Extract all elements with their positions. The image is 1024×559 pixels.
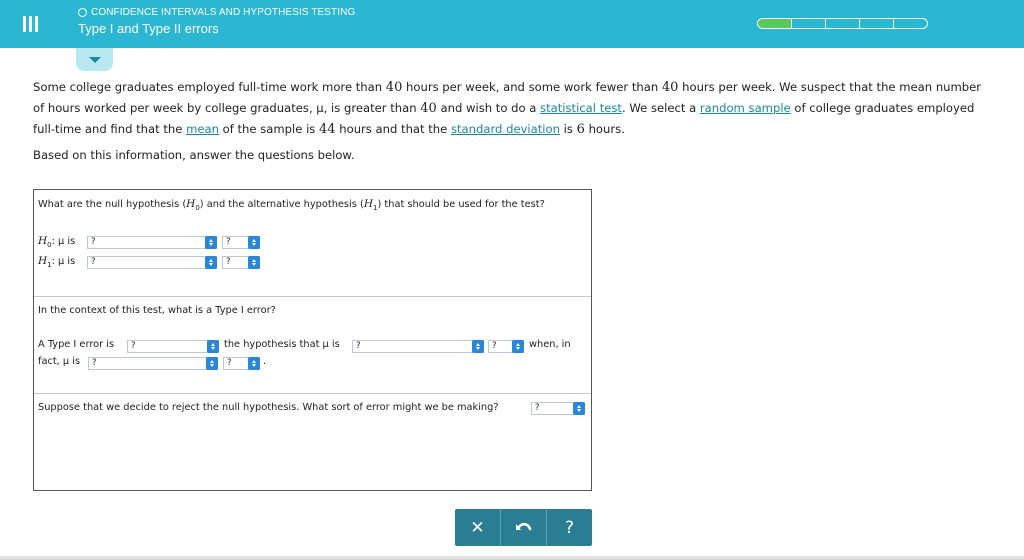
type-i-label: A Type I error is [38, 339, 115, 350]
question-type-i: In the context of this test, what is a Type I error? [38, 305, 276, 316]
chevron-down-icon [89, 57, 101, 63]
link-mean[interactable]: mean [186, 122, 219, 136]
progress-segment-2 [792, 19, 826, 28]
help-icon: ? [564, 517, 575, 538]
row-label-text: : μ is [51, 236, 76, 247]
select-arrows-icon [205, 236, 217, 249]
h0-subscript: 0 [47, 240, 52, 249]
problem-statement [33, 77, 983, 140]
select-value: ? [535, 403, 540, 413]
select-value: ? [492, 341, 497, 351]
question-reject-error: Suppose that we decide to reject the null hypothesis. What sort of error might we be making? [38, 402, 499, 413]
error-type-select[interactable] [531, 402, 585, 415]
h1-row-label [38, 255, 75, 269]
type-i-relation-select[interactable] [352, 340, 484, 353]
h0-relation-select[interactable] [87, 236, 217, 249]
question-text: What are the null hypothesis ( [38, 199, 187, 210]
instructions-text: Based on this information, answer the questions below. [33, 148, 355, 162]
link-standard-deviation[interactable]: standard deviation [450, 122, 560, 136]
select-arrows-icon [205, 256, 217, 269]
h1-symbol: H [38, 255, 48, 267]
h1-subscript: 1 [47, 260, 52, 269]
close-icon: ✕ [470, 517, 485, 538]
problem-text: . We select a [621, 101, 700, 115]
question-text: ) that should be used for the test? [377, 199, 545, 210]
progress-segment-3 [826, 19, 860, 28]
progress-segment-5 [894, 19, 927, 28]
fact-value-select[interactable] [223, 357, 260, 370]
type-i-action-select[interactable] [127, 340, 219, 353]
link-statistical-test[interactable]: statistical test [540, 101, 622, 115]
clear-button[interactable] [455, 509, 501, 546]
h1-symbol: H [363, 198, 373, 210]
select-arrows-icon [206, 357, 218, 370]
select-arrows-icon [248, 236, 260, 249]
problem-text: of the sample is [218, 122, 320, 136]
select-value: ? [91, 257, 96, 267]
h1-subscript: 1 [372, 203, 378, 212]
select-value: ? [226, 237, 231, 247]
page-title: Type I and Type II errors [78, 21, 219, 36]
fact-mu-text: fact, μ is [38, 356, 81, 367]
select-value: ? [226, 257, 231, 267]
help-button[interactable] [547, 509, 592, 546]
menu-button[interactable] [0, 0, 60, 48]
h0-value-select[interactable] [222, 236, 260, 249]
problem-number: 40 [420, 101, 437, 116]
problem-text: hours per week, and some work fewer than [402, 80, 662, 94]
problem-text: is [559, 122, 577, 136]
when-in-text: when, in [529, 339, 571, 350]
select-value: ? [92, 358, 97, 368]
h0-subscript: 0 [195, 203, 200, 212]
problem-number: 40 [661, 80, 679, 95]
topic-label: CONFIDENCE INTERVALS AND HYPOTHESIS TESTING [91, 7, 356, 18]
section-divider [34, 393, 591, 394]
h0-row-label [38, 235, 75, 249]
select-arrows-icon [248, 256, 260, 269]
expand-header-button[interactable] [76, 48, 113, 71]
link-random-sample[interactable]: random sample [699, 101, 791, 115]
undo-button[interactable] [501, 509, 547, 546]
topic-circle-icon [78, 8, 87, 17]
fact-relation-select[interactable] [88, 357, 218, 370]
problem-number: 44 [319, 122, 336, 137]
select-value: ? [227, 358, 232, 368]
select-value: ? [356, 341, 361, 351]
period-text: . [263, 356, 267, 367]
problem-text: of college graduates employed full-time and find that the [33, 101, 975, 136]
problem-number: 40 [385, 80, 403, 95]
question-text: ) and the alternative hypothesis ( [199, 199, 364, 210]
h0-symbol: H [38, 235, 48, 247]
question-hypotheses [38, 198, 545, 212]
problem-text: hours. [584, 122, 625, 136]
problem-number: 6 [576, 122, 585, 137]
problem-text: and wish to do a [436, 101, 541, 115]
h1-relation-select[interactable] [87, 256, 217, 269]
select-arrows-icon [512, 340, 524, 353]
select-value: ? [91, 237, 96, 247]
answer-actions [455, 509, 592, 546]
undo-icon [515, 521, 533, 535]
select-value: ? [131, 341, 136, 351]
top-header [0, 0, 1024, 48]
select-arrows-icon [248, 357, 260, 370]
menu-icon [23, 16, 38, 32]
select-arrows-icon [472, 340, 484, 353]
answer-panel [33, 189, 592, 491]
h1-value-select[interactable] [222, 256, 260, 269]
progress-segment-4 [860, 19, 894, 28]
select-arrows-icon [573, 402, 585, 415]
select-arrows-icon [207, 340, 219, 353]
topic-breadcrumb [78, 7, 355, 18]
hypothesis-text: the hypothesis that μ is [224, 339, 340, 350]
progress-bar [757, 18, 928, 29]
type-i-value-select[interactable] [488, 340, 524, 353]
progress-segment-1 [758, 19, 792, 28]
problem-text: Some college graduates employed full-time work more than [33, 80, 386, 94]
section-divider [34, 296, 591, 297]
problem-text: hours and that the [335, 122, 451, 136]
row-label-text: : μ is [51, 256, 76, 267]
problem-text: hours per week. We suspect that the mean number of hours worked per week by college graduates, μ, is greater than [33, 80, 982, 115]
h0-symbol: H [186, 198, 196, 210]
